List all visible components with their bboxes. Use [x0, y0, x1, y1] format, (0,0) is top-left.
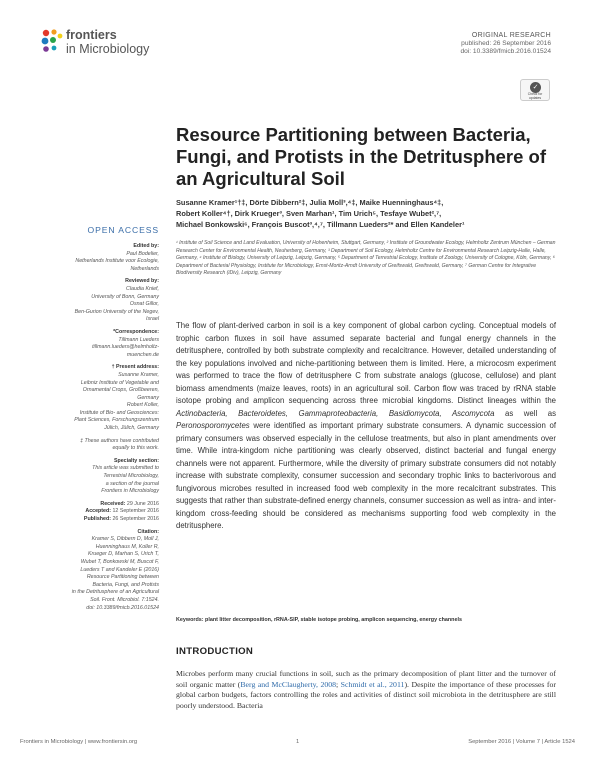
- specialty-section-block: Specialty section: This article was submitted to Terrestrial Microbiology, a section of the journal Frontiers in Microbiology: [92, 457, 159, 495]
- author-line: Robert Koller⁴†, Dirk Krueger³, Sven Marhan¹, Tim Urich⁵, Tesfaye Wubet²,⁷,: [176, 209, 442, 219]
- correspondence-block: *Correspondence: Tillmann Lueders tillmann.lueders@helmholtz- muenchen.de: [20, 329, 159, 359]
- author-line: Michael Bonkowski⁶, François Buscot³,⁴,⁷, Tillmann Lueders²* and Ellen Kandeler¹: [176, 220, 465, 230]
- article-title: Resource Partitioning between Bacteria, Fungi, and Protists in the Detritusphere of an Agricultural Soil: [176, 124, 547, 189]
- logo-line-2: in Microbiology: [66, 42, 150, 56]
- check-for-updates-badge[interactable]: [520, 79, 550, 101]
- article-sidebar: [20, 243, 159, 617]
- dates-block: Received: 29 June 2016 Accepted: 12 September 2016 Published: 26 September 2016: [83, 500, 159, 522]
- page-footer: [20, 739, 575, 749]
- logo-line-1: frontiers: [66, 28, 117, 42]
- frontiers-logo-icon: [40, 28, 64, 54]
- open-access-label: OPEN ACCESS: [87, 225, 159, 235]
- present-address-block: † Present address: Susanne Kramer, Leibniz Institute of Vegetable and Ornamental Crops, Großbeeren, Germany Robert Koller, Institute of Bio- and Geosciences: Plant Sciences, Forschungszentrum Jülich, Jülich, Germany: [74, 364, 159, 432]
- journal-logo: [40, 26, 190, 60]
- equal-contribution-note: ‡ These authors have contributed equally to this work.: [80, 437, 159, 452]
- author-list: [176, 197, 556, 231]
- keywords: Keywords: plant litter decomposition, rRNA-SIP, stable isotope probing, amplicon sequencing, energy channels: [176, 617, 462, 623]
- affiliations: ¹ Institute of Soil Science and Land Evaluation, University of Hohenheim, Stuttgart, Germany, ² Institute of Groundwater Ecology, Helmholtz Zentrum München – German Research Center for Environmental Health, Neuherberg, Germany, ³ Department of Soil Ecology, Helmholtz Centre for Environmental Research Leipzig-Halle, Halle, Germany, ⁴ Institute of Biology, University of Leipzig, Leipzig, Germany, ⁵ Department of Terrestrial Ecology, Institute of Zoology, University of Cologne, Köln, Germany, ⁶ Department of Bacterial Physiology, Institute for Microbiology, Ernst-Moritz-Arndt University of Greifswald, Greifswald, Germany, ⁷ German Centre for Integrative Biodiversity Research (iDiv), Leipzig, Germany: [176, 240, 556, 277]
- correspondence-email[interactable]: tillmann.lueders@helmholtz- muenchen.de: [92, 344, 159, 358]
- author-line: Susanne Kramer¹†‡, Dörte Dibbern²‡, Julia Moll³,⁴‡, Maike Huenninghaus⁴‡,: [176, 198, 444, 207]
- section-heading-introduction: INTRODUCTION: [176, 646, 254, 657]
- update-check-icon: ✓: [530, 82, 541, 93]
- abstract: The flow of plant-derived carbon in soil is a key component of global carbon cycling. Conceptual models of trophic carbon fluxes in soil have assumed separate bacterial and fungal energy channels in the detritusphere, controlled by both substrate complexity and recalcitrance. However, detailed understanding of the key populations involved and niche-partitioning between them is limited. Here, a microcosm experiment was performed to trace the flow of detritusphere C from substrate analogs (glucose, cellulose) and plant biomass amendments (maize leaves, roots) in an agricultural soil. Carbon flow was traced by rRNA stable isotope probing and amplicon sequencing across three microbial kingdoms. Distinct lineages within the Actinobacteria, Bacteroidetes, Gammaproteobacteria, Basidiomycota, Ascomycota as well as Peronosporomycetes were identified as important primary substrate consumers. A dynamic succession of primary consumers was observed especially in the cellulose treatments, but also in plant amendments over time. While intra-kingdom niche partitioning was clearly observed, distinct bacterial and fungal energy channels were not apparent. Furthermore, while the diversity of primary substrate consumers did not notably increase with substrate complexity, consumer succession and secondary trophic links to bacterivorous and fungivorous microbes resulted in increased food web complexity in the more recalcitrant substrates. This suggests that rather than substrate-defined energy channels, consumer succession as well as intra- and inter-kingdom cross-feeding should be considered as mechanisms supporting food web complexity in the detritusphere.: [176, 321, 556, 530]
- page-number: 1: [296, 739, 300, 745]
- doi[interactable]: doi: 10.3389/fmicb.2016.01524: [460, 48, 551, 55]
- footer-issue: September 2016 | Volume 7 | Article 1524: [468, 739, 575, 745]
- citation-block: Citation: Kramer S, Dibbern D, Moll J, Huenninghaus M, Koller R, Krueger D, Marhan S, Urich T, Wubet T, Bonkowski M, Buscot F, Lueders T and Kandeler E (2016) Resource Partitioning between Bacteria, Fungi, and Protists in the Detritusphere of an Agricultural Soil. Front. Microbiol. 7:1524. doi: 10.3389/fmicb.2016.01524: [71, 528, 159, 611]
- footer-journal[interactable]: Frontiers in Microbiology | www.frontiersin.org: [20, 739, 138, 745]
- citation-link[interactable]: Schmidt et al., 2011: [340, 679, 405, 689]
- article-type: ORIGINAL RESEARCH: [471, 32, 551, 39]
- published-date: published: 26 September 2016: [461, 40, 551, 47]
- article-header-info: [460, 32, 551, 56]
- introduction-text: Microbes perform many crucial functions in soil, such as the primary decomposition of plant litter and the turnover of soil organic matter (Berg and McClaugherty, 2008; Schmidt et al., 2011). Despite the importance of these processes for global carbon budgets, factors controlling the roles and activities of distinct soil microbiota in the detritusphere are still poorly understood. Bacteria: [176, 669, 557, 711]
- badge-label: Check for updates: [527, 92, 543, 100]
- edited-by-block: Edited by: Paul Bodelier, Netherlands Institute voor Ecologie, Netherlands: [75, 243, 159, 272]
- reviewed-by-block: Reviewed by: Claudia Knief, University of Bonn, Germany Osnat Gillor, Ben-Gurion University of the Negev, Israel: [74, 278, 159, 323]
- citation-link[interactable]: Berg and McClaugherty, 2008: [240, 679, 337, 689]
